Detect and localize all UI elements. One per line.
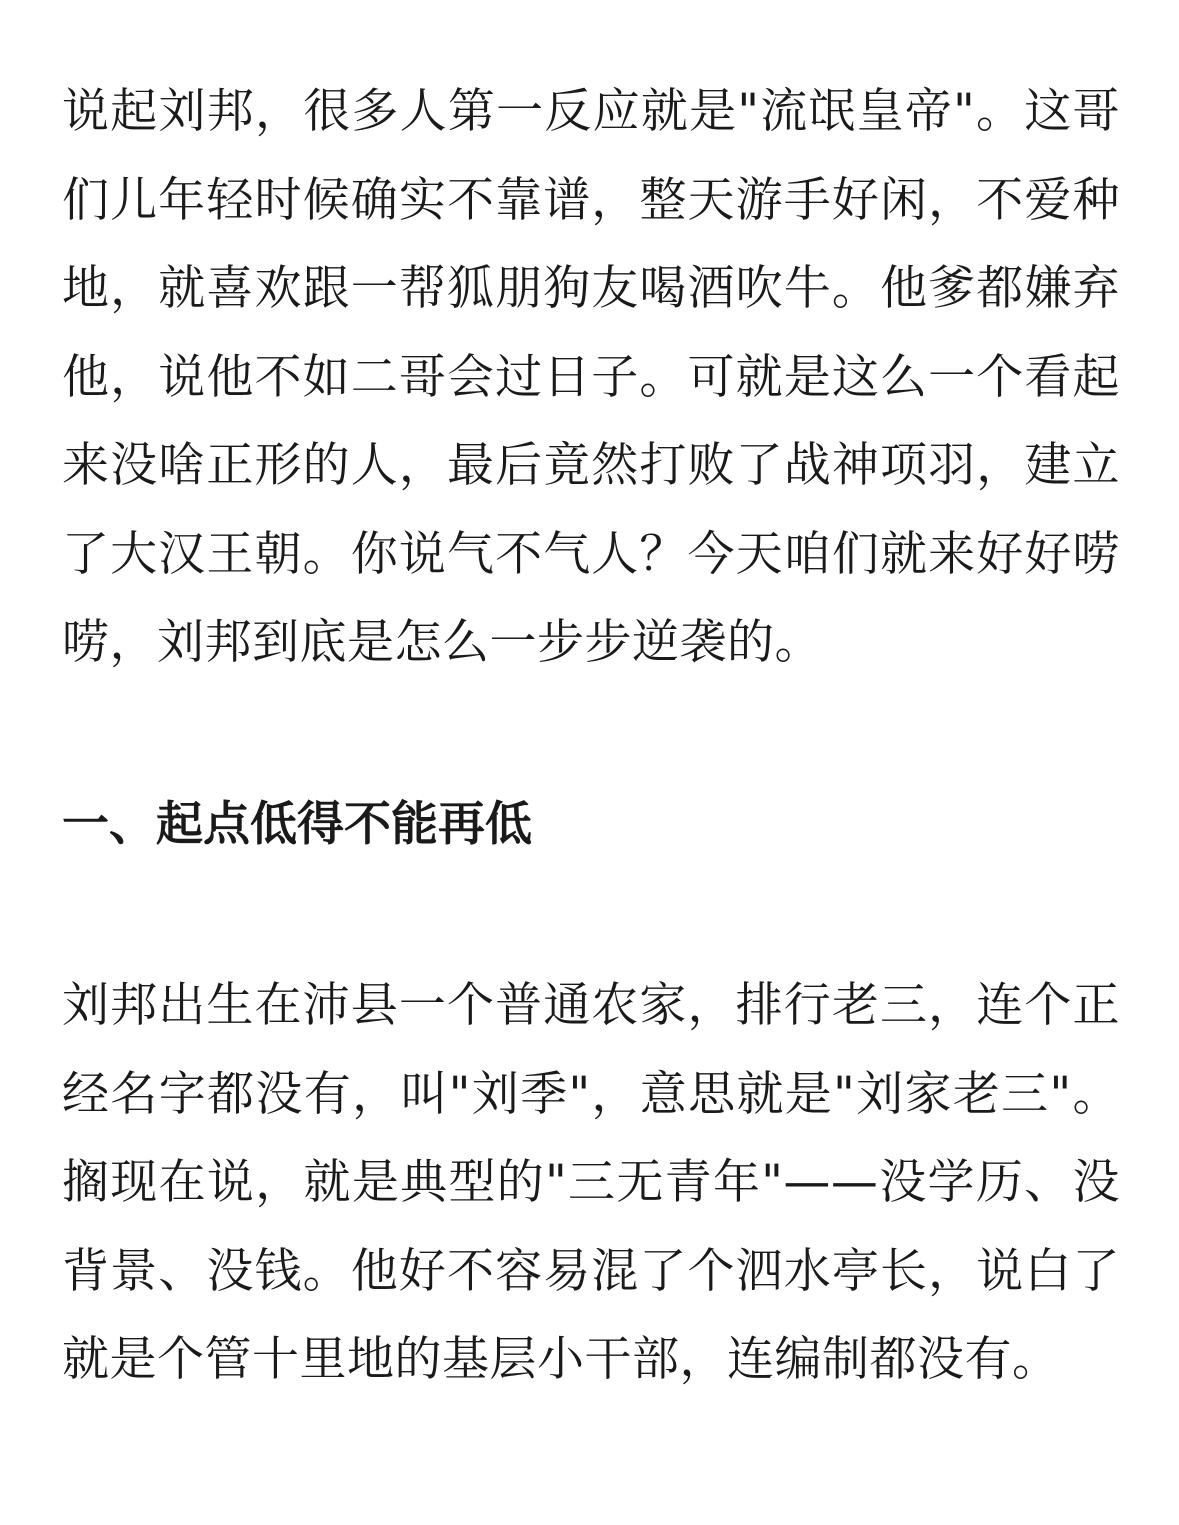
article-body <box>62 68 1120 1405</box>
heading-spacer <box>62 869 1120 962</box>
intro-paragraph: 说起刘邦，很多人第一反应就是"流氓皇帝"。这哥们儿年轻时候确实不靠谱，整天游手好闲，不爱种地，就喜欢跟一帮狐朋狗友喝酒吹牛。他爹都嫌弃他，说他不如二哥会过日子。可就是这么一个看起来没啥正形的人，最后竟然打败了战神项羽，建立了大汉王朝。你说气不气人？今天咱们就来好好唠唠，刘邦到底是怎么一步步逆袭的。 <box>62 84 1120 670</box>
paragraph-spacer <box>62 688 1120 781</box>
section-heading: 一、起点低得不能再低 <box>62 796 532 852</box>
section-paragraph: 刘邦出生在沛县一个普通农家，排行老三，连个正经名字都没有，叫"刘季"，意思就是"刘家老三"。搁现在说，就是典型的"三无青年"——没学历、没背景、没钱。他好不容易混了个泗水亭长，说白了就是个管十里地的基层小干部，连编制都没有。 <box>62 978 1120 1387</box>
